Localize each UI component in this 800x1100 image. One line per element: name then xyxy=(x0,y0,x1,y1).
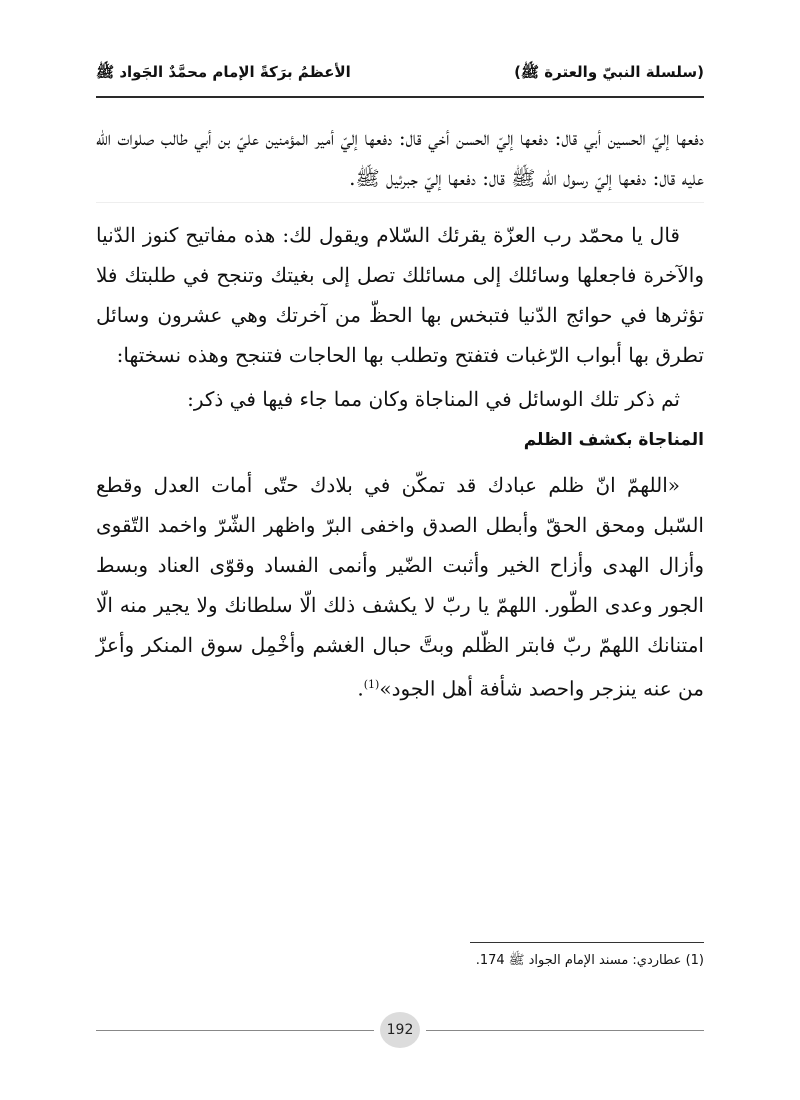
chapter-title: الأعظمُ برَكةً الإمام محمَّدٌ الجَواد ﷺ xyxy=(96,63,351,81)
running-header xyxy=(96,56,704,92)
page-number: 192 xyxy=(380,1012,420,1048)
main-text xyxy=(96,118,704,713)
section-heading: المناجاة بكشف الظلم xyxy=(523,430,704,450)
footnote-marker: (1) xyxy=(685,953,704,968)
header-rule xyxy=(96,96,704,98)
prayer-text: «اللهمّ انّ ظلم عبادك قد تمكّن في بلادك حتّى أمات العدل وقطع السّبل ومحق الحقّ وأبطل الصدق واخفى البرّ واظهر الشّرّ واخمد التّقوى وأزال الهدى وأزاح الخير وأثبت الضّير وأنمى الفساد وقوّى العناد وبسط الجور وعدى الطّور. اللهمّ يا ربّ لا يكشف ذلك الّا سلطانك ولا يجير منه الّا امتنانك اللهمّ ربّ فابتر الظّلم وبتَّ حبال الغشم وأخْمِل سوق المنكر وأعزّ من عنه ينزجر واحصد شأفة أهل الجود» xyxy=(96,473,704,701)
footer-rule-left xyxy=(96,1030,374,1031)
paragraph-divider xyxy=(96,202,704,203)
paragraph-3: ثم ذكر تلك الوسائل في المناجاة وكان مما جاء فيها في ذكر: xyxy=(187,387,680,411)
prayer-end: . xyxy=(357,676,364,701)
footnote-text: عطاردي: مسند الإمام الجواد ﷺ 174. xyxy=(475,953,682,968)
footnote xyxy=(96,952,704,971)
prayer-paragraph xyxy=(96,465,704,709)
footnote-rule xyxy=(470,942,704,943)
series-title: (سلسلة النبيّ والعترة ﷺ) xyxy=(514,63,704,81)
paragraph-2: قال يا محمّد رب العزّة يقرئك السّلام ويقول لك: هذه مفاتيح كنوز الدّنيا والآخرة فاجعلها وسائلك إلى مسائلك تصل إلى بغيتك وتنجح في طلبتك فلا تؤثرها في حوائج الدّنيا فتبخس بها الحظّ من آخرتك وهي عشرون وسائل تطرق بها أبواب الرّغبات فتفتح وتطلب بها الحاجات فتنجح وهذه نسختها: xyxy=(96,223,704,367)
footnote-reference[interactable]: (1) xyxy=(363,678,380,691)
footer-rule-right xyxy=(426,1030,704,1031)
paragraph-1: دفعها إليّ الحسين أبي قال: دفعها إليّ الحسن أخي قال: دفعها إليّ أمير المؤمنين عليّ بن أبي طالب صلوات الله عليه قال: دفعها إليّ رسول الله ﷺ قال: دفعها إليّ جبرئيل ﷺ. xyxy=(96,126,704,190)
